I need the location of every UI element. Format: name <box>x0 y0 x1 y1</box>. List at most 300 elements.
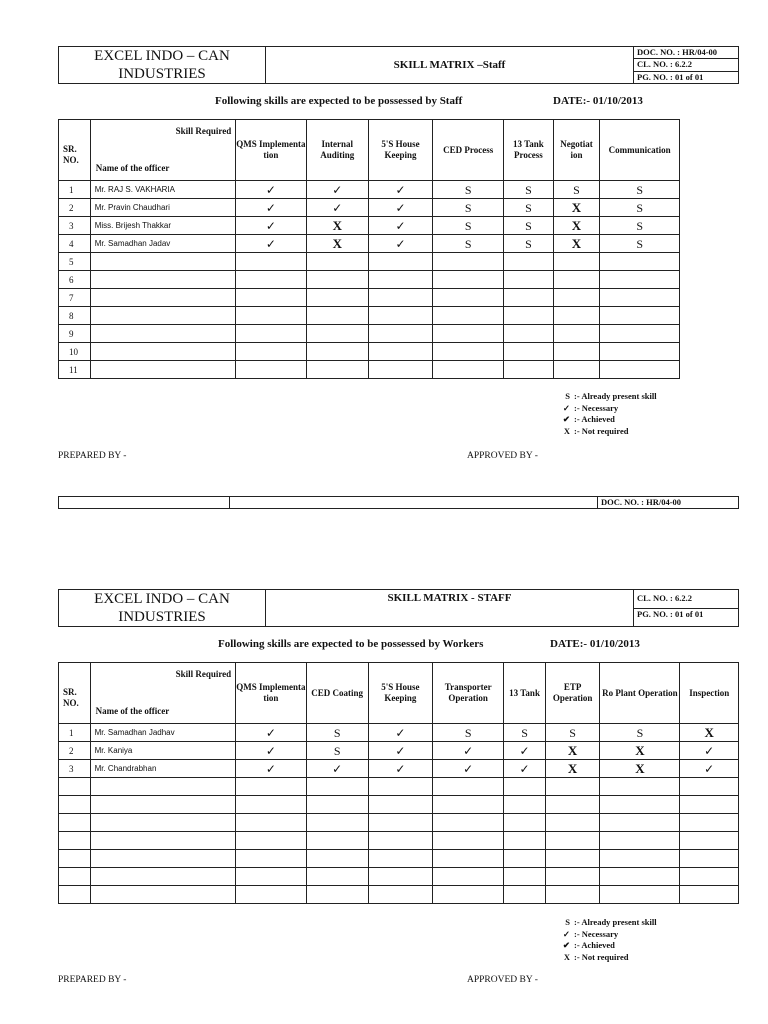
skill-cell <box>504 199 554 217</box>
check-icon: ✓ <box>395 743 406 758</box>
x-icon: X <box>563 951 570 962</box>
skill-cell <box>236 199 306 217</box>
skill-cell <box>432 850 503 868</box>
not-required-mark: X <box>635 760 645 776</box>
check-icon: ✓ <box>265 182 276 197</box>
skill-cell <box>600 307 680 325</box>
sr-number <box>59 814 91 832</box>
skill-cell <box>680 760 739 778</box>
sr-number: 2 <box>59 199 91 217</box>
skill-matrix-table <box>58 119 680 379</box>
skill-cell <box>600 796 680 814</box>
sr-number: 2 <box>59 742 91 760</box>
skill-cell <box>306 886 368 904</box>
skill-cell <box>368 271 432 289</box>
skill-cell <box>368 760 432 778</box>
table-row <box>59 289 680 307</box>
present-skill-mark: S <box>636 236 643 251</box>
name-header <box>90 120 236 181</box>
not-required-mark: X <box>571 199 582 215</box>
skill-cell <box>236 796 306 814</box>
s-symbol: S <box>565 391 570 401</box>
skill-cell <box>368 361 432 379</box>
page-number: PG. NO. : 01 of 01 <box>634 608 739 627</box>
footer-cell <box>59 497 230 509</box>
page-footer-bar <box>58 496 739 509</box>
skill-cell <box>553 361 600 379</box>
check-icon: ✓ <box>463 761 474 776</box>
officer-name: Mr. Samadhan Jadhav <box>90 724 236 742</box>
skill-cell <box>368 742 432 760</box>
table-row <box>59 850 739 868</box>
sr-number <box>59 850 91 868</box>
officer-name-label: Name of the officer <box>95 706 170 716</box>
skill-cell <box>433 217 504 235</box>
officer-name: Mr. Samadhan Jadav <box>90 235 236 253</box>
skill-cell <box>504 307 554 325</box>
table-row <box>59 796 739 814</box>
skill-required-label: Skill Required <box>175 669 232 679</box>
present-skill-mark: S <box>464 236 472 251</box>
skill-cell <box>306 289 368 307</box>
skill-cell <box>432 814 503 832</box>
skill-cell <box>306 253 368 271</box>
skill-cell <box>306 742 368 760</box>
officer-name-label: Name of the officer <box>95 163 170 173</box>
doc2-header-table <box>58 589 739 627</box>
skill-cell <box>432 796 503 814</box>
skill-cell <box>553 217 600 235</box>
skill-cell <box>504 181 554 199</box>
check-icon: ✓ <box>332 761 343 776</box>
skill-column-header: 13 Tank Process <box>504 120 554 181</box>
not-required-mark: X <box>704 724 714 740</box>
officer-name <box>90 868 236 886</box>
skill-cell <box>600 850 680 868</box>
sr-number <box>59 796 91 814</box>
present-skill-mark: S <box>333 743 341 758</box>
sr-number: 10 <box>59 343 91 361</box>
skill-cell <box>545 778 600 796</box>
skill-cell <box>433 235 504 253</box>
skill-cell <box>553 271 600 289</box>
officer-name <box>90 886 236 904</box>
skill-cell <box>432 760 503 778</box>
skill-cell <box>306 760 368 778</box>
skill-cell <box>545 868 600 886</box>
sr-number: 1 <box>59 724 91 742</box>
check-icon: ✓ <box>704 761 715 776</box>
skill-cell <box>236 832 306 850</box>
skill-cell <box>600 778 680 796</box>
present-skill-mark: S <box>573 182 580 197</box>
skill-cell <box>433 325 504 343</box>
skill-cell <box>504 850 545 868</box>
not-required-mark: X <box>571 217 582 233</box>
skill-column-header: Communication <box>600 120 680 181</box>
check-icon: ✓ <box>704 743 715 758</box>
skill-column-header: 5'S House Keeping <box>368 120 432 181</box>
skill-cell <box>368 217 432 235</box>
skill-cell <box>545 742 600 760</box>
legend-item <box>556 929 657 941</box>
x-icon: X <box>563 425 570 436</box>
skill-cell <box>433 307 504 325</box>
skill-cell <box>236 850 306 868</box>
skill-cell <box>368 796 432 814</box>
check-icon: ✓ <box>519 743 530 758</box>
skill-cell <box>553 199 600 217</box>
check-icon: ✓ <box>395 725 406 740</box>
skill-cell <box>680 886 739 904</box>
officer-name: Mr. Kaniya <box>90 742 236 760</box>
skill-cell <box>236 886 306 904</box>
skill-cell <box>680 778 739 796</box>
check-icon: ✓ <box>395 761 406 776</box>
skill-cell <box>236 307 306 325</box>
doc-number: DOC. NO. : HR/04-00 <box>598 497 739 509</box>
table-row <box>59 199 680 217</box>
skill-cell <box>432 724 503 742</box>
check-icon: ✓ <box>265 200 276 215</box>
officer-name: Mr. RAJ S. VAKHARIA <box>90 181 236 199</box>
skill-cell <box>368 724 432 742</box>
present-skill-mark: S <box>636 200 643 215</box>
skill-matrix-table <box>58 662 739 904</box>
skill-cell <box>504 325 554 343</box>
skill-cell <box>236 742 306 760</box>
check-icon: ✓ <box>395 182 406 197</box>
cl-number: CL. NO. : 6.2.2 <box>634 590 739 609</box>
legend-item <box>556 414 657 426</box>
table-row <box>59 343 680 361</box>
skill-cell <box>504 832 545 850</box>
sr-no-header: SR. NO. <box>63 144 79 165</box>
table-corner-header <box>59 120 91 181</box>
skill-cell <box>306 325 368 343</box>
skill-cell <box>433 199 504 217</box>
present-skill-mark: S <box>333 725 341 740</box>
officer-name <box>90 271 236 289</box>
skill-cell <box>433 289 504 307</box>
skill-cell <box>600 289 680 307</box>
legend-item <box>556 917 657 929</box>
check-icon: ✓ <box>395 218 406 233</box>
company-name: EXCEL INDO – CAN INDUSTRIES <box>59 590 266 627</box>
skill-cell <box>306 343 368 361</box>
check-icon: ✓ <box>562 402 570 413</box>
skill-column-header: 13 Tank <box>504 663 545 724</box>
skill-cell <box>600 760 680 778</box>
skill-cell <box>680 796 739 814</box>
officer-name <box>90 814 236 832</box>
skill-cell <box>432 868 503 886</box>
skill-cell <box>504 814 545 832</box>
legend-item <box>556 952 657 964</box>
skill-cell <box>306 199 368 217</box>
check-icon: ✓ <box>332 200 343 215</box>
skill-cell <box>306 796 368 814</box>
legend-text: :- Already present skill <box>574 391 657 401</box>
present-skill-mark: S <box>525 218 532 233</box>
officer-name <box>90 796 236 814</box>
prepared-by: PREPARED BY - <box>58 975 127 985</box>
officer-name <box>90 361 236 379</box>
sr-number: 9 <box>59 325 91 343</box>
skill-cell <box>504 235 554 253</box>
skill-cell <box>236 343 306 361</box>
sr-number: 11 <box>59 361 91 379</box>
skill-cell <box>432 886 503 904</box>
skill-cell <box>680 850 739 868</box>
skill-cell <box>545 796 600 814</box>
table-row <box>59 724 739 742</box>
legend-item <box>556 391 657 403</box>
present-skill-mark: S <box>464 725 472 740</box>
skill-cell <box>368 778 432 796</box>
check-icon: ✔ <box>562 414 570 424</box>
present-skill-mark: S <box>464 218 472 233</box>
skill-column-header: CED Coating <box>306 663 368 724</box>
skill-cell <box>236 235 306 253</box>
skill-cell <box>306 778 368 796</box>
skill-column-header: Ro Plant Operation <box>600 663 680 724</box>
skill-cell <box>504 778 545 796</box>
skill-cell <box>306 217 368 235</box>
officer-name <box>90 343 236 361</box>
skill-cell <box>553 307 600 325</box>
skill-cell <box>306 235 368 253</box>
skill-cell <box>368 886 432 904</box>
skill-cell <box>504 760 545 778</box>
skill-cell <box>600 325 680 343</box>
skill-cell <box>504 742 545 760</box>
check-icon: ✓ <box>265 761 276 776</box>
skill-cell <box>433 271 504 289</box>
sr-number: 3 <box>59 217 91 235</box>
skill-cell <box>236 724 306 742</box>
skill-cell <box>368 832 432 850</box>
legend-item <box>556 426 657 438</box>
check-icon: ✓ <box>265 743 276 758</box>
skill-cell <box>504 796 545 814</box>
skill-cell <box>368 814 432 832</box>
legend-text: :- Already present skill <box>574 917 657 927</box>
sr-number: 1 <box>59 181 91 199</box>
skill-cell <box>368 850 432 868</box>
table-row <box>59 778 739 796</box>
check-icon: ✓ <box>395 200 406 215</box>
officer-name: Miss. Brijesh Thakkar <box>90 217 236 235</box>
document-date: DATE:- 01/10/2013 <box>553 95 643 107</box>
prepared-by: PREPARED BY - <box>58 451 127 461</box>
table-row <box>59 325 680 343</box>
skill-column-header: Transporter Operation <box>432 663 503 724</box>
check-icon: ✓ <box>562 928 570 939</box>
table-row <box>59 361 680 379</box>
not-required-mark: X <box>571 235 582 251</box>
skill-cell <box>306 307 368 325</box>
skill-cell <box>306 868 368 886</box>
skill-cell <box>545 814 600 832</box>
skill-cell <box>504 343 554 361</box>
sr-number: 6 <box>59 271 91 289</box>
skill-cell <box>600 361 680 379</box>
table-row <box>59 307 680 325</box>
skill-column-header: 5'S House Keeping <box>368 663 432 724</box>
skill-cell <box>680 724 739 742</box>
skill-column-header: QMS Implementa tion <box>236 663 306 724</box>
skill-cell <box>600 724 680 742</box>
skill-cell <box>600 868 680 886</box>
skill-cell <box>680 832 739 850</box>
skill-cell <box>236 181 306 199</box>
table-row <box>59 235 680 253</box>
skill-cell <box>504 217 554 235</box>
table-row <box>59 253 680 271</box>
doc-number: DOC. NO. : HR/04-00 <box>634 47 739 59</box>
officer-name <box>90 253 236 271</box>
skill-cell <box>504 868 545 886</box>
skill-cell <box>236 325 306 343</box>
table-caption: Following skills are expected to be possessed by Staff <box>215 95 463 107</box>
present-skill-mark: S <box>464 200 472 215</box>
skill-cell <box>545 724 600 742</box>
legend-text: :- Necessary <box>574 402 619 413</box>
skill-cell <box>545 832 600 850</box>
table-row <box>59 181 680 199</box>
skill-cell <box>600 271 680 289</box>
skill-cell <box>236 778 306 796</box>
skill-cell <box>504 253 554 271</box>
officer-name <box>90 325 236 343</box>
skill-cell <box>553 289 600 307</box>
page-number: PG. NO. : 01 of 01 <box>634 71 739 83</box>
present-skill-mark: S <box>525 182 532 197</box>
skill-cell <box>680 742 739 760</box>
legend <box>556 391 657 437</box>
skill-cell <box>432 742 503 760</box>
skill-cell <box>600 742 680 760</box>
skill-cell <box>504 886 545 904</box>
table-row <box>59 868 739 886</box>
skill-cell <box>553 181 600 199</box>
document-title: SKILL MATRIX - STAFF <box>266 590 634 627</box>
skill-cell <box>600 832 680 850</box>
skill-cell <box>236 361 306 379</box>
present-skill-mark: S <box>636 725 644 740</box>
doc1-header-table <box>58 46 739 84</box>
sr-number: 8 <box>59 307 91 325</box>
legend-text: :- Not required <box>574 951 629 962</box>
skill-cell <box>600 886 680 904</box>
present-skill-mark: S <box>525 236 532 251</box>
skill-cell <box>504 271 554 289</box>
officer-name <box>90 307 236 325</box>
table-row <box>59 832 739 850</box>
skill-cell <box>680 814 739 832</box>
sr-number <box>59 778 91 796</box>
present-skill-mark: S <box>521 725 528 740</box>
skill-cell <box>433 361 504 379</box>
check-icon: ✔ <box>562 940 570 950</box>
sr-number: 7 <box>59 289 91 307</box>
skill-cell <box>306 724 368 742</box>
present-skill-mark: S <box>525 200 532 215</box>
skill-cell <box>433 343 504 361</box>
s-symbol: S <box>565 917 570 927</box>
skill-cell <box>306 832 368 850</box>
not-required-mark: X <box>567 742 578 758</box>
present-skill-mark: S <box>636 182 643 197</box>
sr-number: 5 <box>59 253 91 271</box>
officer-name <box>90 850 236 868</box>
skill-cell <box>504 289 554 307</box>
skill-column-header: ETP Operation <box>545 663 600 724</box>
table-corner-header <box>59 663 91 724</box>
officer-name: Mr. Pravin Chaudhari <box>90 199 236 217</box>
skill-column-header: QMS Implementa tion <box>236 120 306 181</box>
officer-name <box>90 832 236 850</box>
name-header <box>90 663 236 724</box>
sr-number <box>59 832 91 850</box>
skill-cell <box>600 235 680 253</box>
legend <box>556 917 657 963</box>
skill-cell <box>432 832 503 850</box>
cl-number: CL. NO. : 6.2.2 <box>634 59 739 71</box>
check-icon: ✓ <box>395 236 406 251</box>
skill-cell <box>600 181 680 199</box>
skill-cell <box>236 271 306 289</box>
table-row <box>59 742 739 760</box>
check-icon: ✓ <box>519 761 530 776</box>
check-icon: ✓ <box>265 236 276 251</box>
skill-cell <box>433 181 504 199</box>
skill-cell <box>600 814 680 832</box>
document-date: DATE:- 01/10/2013 <box>550 638 640 650</box>
skill-cell <box>553 235 600 253</box>
legend-text: :- Achieved <box>574 414 615 424</box>
skill-cell <box>368 235 432 253</box>
skill-cell <box>306 850 368 868</box>
sr-number: 3 <box>59 760 91 778</box>
legend-text: :- Achieved <box>574 940 615 950</box>
officer-name <box>90 289 236 307</box>
skill-cell <box>306 361 368 379</box>
skill-cell <box>236 253 306 271</box>
skill-required-label: Skill Required <box>175 126 232 136</box>
approved-by: APPROVED BY - <box>467 451 538 461</box>
skill-cell <box>600 343 680 361</box>
skill-column-header: Inspection <box>680 663 739 724</box>
skill-column-header: CED Process <box>433 120 504 181</box>
skill-cell <box>600 217 680 235</box>
skill-cell <box>504 724 545 742</box>
skill-cell <box>368 325 432 343</box>
skill-cell <box>553 253 600 271</box>
legend-text: :- Not required <box>574 425 629 436</box>
skill-cell <box>236 760 306 778</box>
legend-item <box>556 940 657 952</box>
table-row <box>59 814 739 832</box>
skill-cell <box>680 868 739 886</box>
skill-cell <box>306 814 368 832</box>
skill-cell <box>553 325 600 343</box>
table-row <box>59 217 680 235</box>
check-icon: ✓ <box>463 743 474 758</box>
officer-name: Mr. Chandrabhan <box>90 760 236 778</box>
not-required-mark: X <box>332 217 342 233</box>
